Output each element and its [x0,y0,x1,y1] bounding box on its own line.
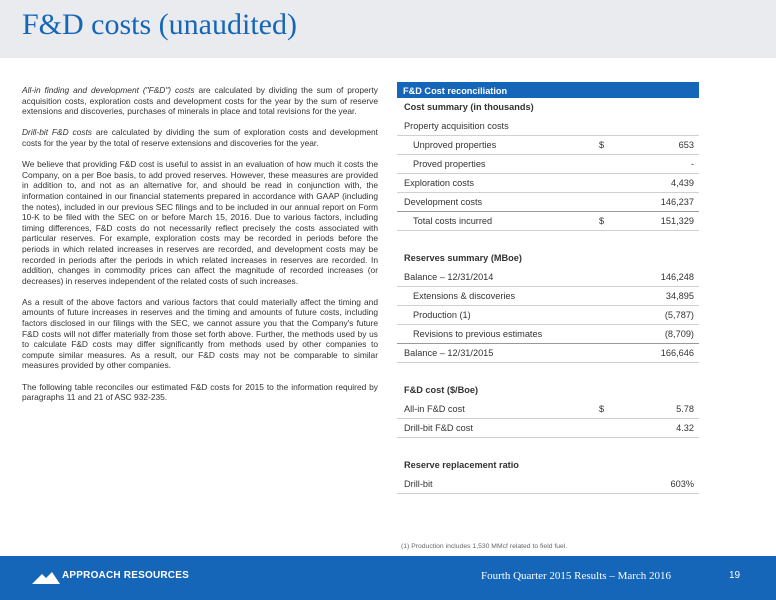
table-row [397,174,699,193]
body-text [22,85,378,413]
paragraph-drill-bit-definition [22,127,378,148]
row-label: Development costs [404,197,483,207]
table-footnote: (1) Production includes 1,530 MMcf related to field fuel. [401,543,568,550]
row-label: Drill-bit [404,479,433,489]
row-value: 34,895 [665,291,694,301]
section-spacer [397,231,699,249]
term-all-in: All-in finding and development ("F&D") costs [22,85,195,95]
row-label: Property acquisition costs [404,121,509,131]
paragraph-all-in-definition [22,85,378,117]
table-row [397,268,699,287]
row-currency: $ [599,216,605,226]
row-label: Balance – 12/31/2015 [404,348,494,358]
section-heading-label: Reserve replacement ratio [404,460,519,470]
row-value: - [690,159,694,169]
section-spacer [397,438,699,456]
table-row [397,325,699,344]
paragraph-text: are calculated by dividing the sum of exploration costs and development costs for the year by the total of reserve extensions and discoveries for the year. [22,127,378,148]
row-label: Total costs incurred [413,216,493,226]
row-value: 4.32 [676,423,694,433]
section-heading [397,249,699,268]
fd-cost-table [397,82,699,494]
section-spacer [397,363,699,381]
row-currency: $ [599,404,605,414]
paragraph-usefulness: We believe that providing F&D cost is useful to assist in an evaluation of how much it costs the Company, on a per Boe basis, to add proved reserves. However, these measures are provided in addition to, and not as an alternative for, and should be read in conjunction with, the information contained in our financial statements prepared in accordance with GAAP (including the notes), included in our previous SEC filings and to be included in our annual report on Form 10-K to be filed with the SEC on or before March 15, 2016. Due to various factors, including timing differences, F&D costs do not necessarily reflect precisely the costs associated with particular reserves. For example, exploration costs may be recorded in periods before the periods in which related increases in reserves are recorded, and development costs may be recorded in periods after the periods in which related increases in reserves are recorded. In addition, changes in commodity prices can affect the magnitude of recorded increases (or decreases) in reserves independent of the related costs of such increases. [22,159,378,286]
row-value: 146,237 [660,197,694,207]
row-value: 5.78 [676,404,694,414]
table-row [397,212,699,231]
row-label: Extensions & discoveries [413,291,516,301]
row-value: 166,646 [660,348,694,358]
row-value: 4,439 [671,178,694,188]
row-label: Production (1) [413,310,471,320]
row-label: Proved properties [413,159,486,169]
table-row [397,344,699,363]
row-label: Exploration costs [404,178,474,188]
row-currency: $ [599,140,605,150]
row-label: All-in F&D cost [404,404,465,414]
row-value: 146,248 [660,272,694,282]
term-drill-bit: Drill-bit F&D costs [22,127,92,138]
row-label: Unproved properties [413,140,497,150]
row-label: Drill-bit F&D cost [404,423,473,433]
table-row [397,475,699,494]
section-heading [397,98,699,117]
page-number: 19 [729,570,741,581]
row-value: 653 [678,140,694,150]
page-title: F&D costs (unaudited) [22,8,297,41]
brand-name: APPROACH RESOURCES [62,570,189,581]
footer-bar [0,556,776,600]
table-row [397,117,699,136]
row-value: 603% [670,479,694,489]
section-heading [397,456,699,475]
section-heading-label: Reserves summary (MBoe) [404,253,522,263]
paragraph-factors: As a result of the above factors and various factors that could materially affect the timing and amounts of future increases in reserves and the timing and amounts of future costs, including factors disclosed in our filings with the SEC, we cannot assure you that the Company's future F&D costs will not differ materially from those set forth above. Further, the methods used by us to calculate F&D costs may differ significantly from methods used by other companies to compute similar measures. As a result, our F&D costs may not be comparable to similar measures provided by other companies. [22,296,378,371]
section-heading-label: Cost summary (in thousands) [404,102,534,112]
table-row [397,306,699,325]
table-row [397,287,699,306]
table-title: F&D Cost reconciliation [397,82,699,98]
row-label: Balance – 12/31/2014 [404,272,494,282]
table-row [397,193,699,212]
section-heading-label: F&D cost ($/Boe) [404,385,479,395]
section-heading [397,381,699,400]
table-row [397,136,699,155]
paragraph-reconciliation: The following table reconciles our estimated F&D costs for 2015 to the information required by paragraphs 11 and 21 of ASC 932-235. [22,381,378,403]
paragraph-text: are calculated by dividing the sum of property acquisition costs, exploration costs and development costs for the year by the sum of reserve extensions and discoveries, purchases of minerals in place and total revisions for the year. [22,85,378,117]
row-value: 151,329 [660,216,694,226]
table-row [397,419,699,438]
table-row [397,155,699,174]
row-label: Revisions to previous estimates [413,329,543,339]
header-bar [0,0,776,58]
row-value: (5,787) [664,310,694,320]
footer-caption: Fourth Quarter 2015 Results – March 2016 [481,570,672,582]
row-value: (8,709) [664,329,694,339]
table-row [397,400,699,419]
